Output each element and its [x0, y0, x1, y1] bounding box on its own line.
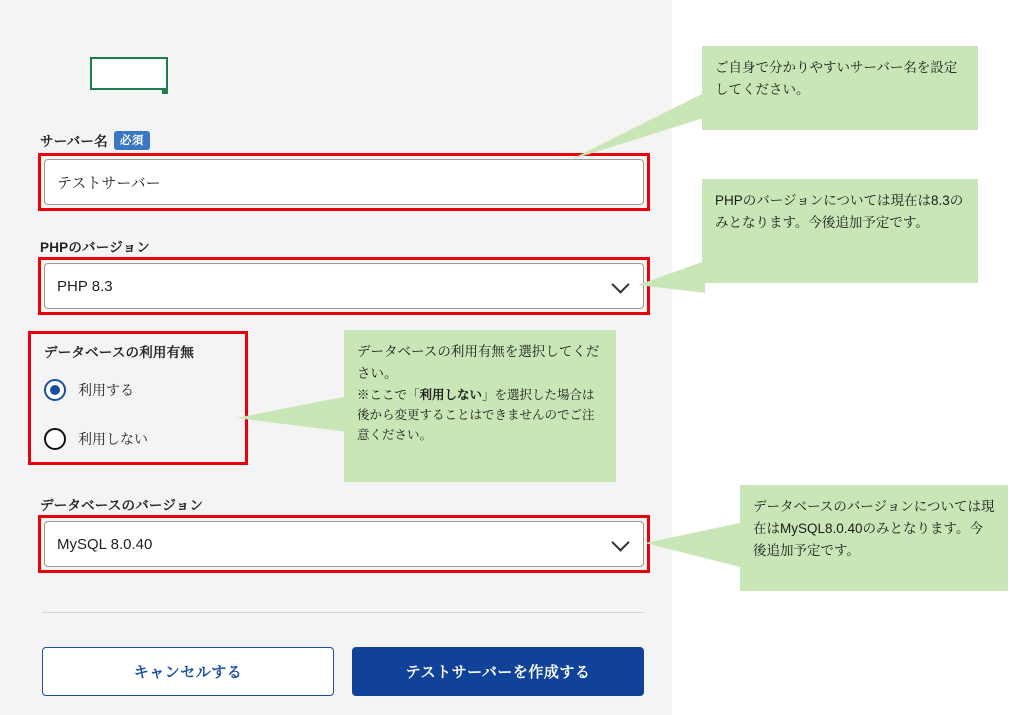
callout-db-note-bold: 利用しない [419, 387, 483, 402]
database-use-label: データベースの利用有無 [44, 345, 195, 360]
server-name-label: サーバー名 [40, 134, 108, 149]
server-name-input[interactable] [44, 159, 644, 205]
callout-db-note-prefix: ※ここで「 [357, 387, 420, 402]
callout-database-use [344, 330, 616, 482]
radio-option-use-database[interactable] [44, 379, 134, 401]
chevron-down-icon [611, 533, 629, 551]
callout-php-version: PHPのバージョンについては現在は8.3のみとなります。今後追加予定です。 [702, 179, 978, 283]
cancel-button[interactable]: キャンセルする [42, 647, 334, 696]
radio-label-no-use: 利用しない [78, 431, 148, 447]
php-version-label: PHPのバージョン [40, 240, 151, 255]
radio-option-no-database[interactable] [44, 428, 148, 450]
logo-placeholder-icon [90, 57, 168, 90]
callout-pointer-4 [640, 505, 750, 585]
callout-pointer-3 [230, 370, 360, 440]
callout-database-version: データベースのバージョンについては現在はMySQL8.0.40のみとなります。今後追加予定です。 [740, 485, 1008, 591]
divider [42, 612, 644, 613]
chevron-down-icon [611, 275, 629, 293]
callout-db-note-suffix: 」を選択した場合は後から変更することはできませんのでご注意ください。 [357, 387, 595, 442]
radio-label-use: 利用する [78, 382, 134, 398]
callout-database-use-line1: データベースの利用有無を選択してください。 [357, 344, 600, 381]
database-version-select[interactable] [44, 521, 644, 567]
radio-icon-selected [44, 379, 66, 401]
php-version-select[interactable] [44, 263, 644, 309]
callout-pointer-1 [560, 60, 720, 170]
callout-server-name: ご自身で分かりやすいサーバー名を設定してください。 [702, 46, 978, 130]
php-version-value: PHP 8.3 [57, 277, 113, 295]
server-name-label-group [40, 130, 150, 151]
database-version-value: MySQL 8.0.40 [57, 535, 153, 553]
required-badge: 必須 [114, 131, 150, 150]
radio-icon-unselected [44, 428, 66, 450]
create-server-button[interactable]: テストサーバーを作成する [352, 647, 644, 696]
callout-database-use-line2 [357, 385, 603, 445]
database-version-label: データベースのバージョン [40, 498, 204, 513]
